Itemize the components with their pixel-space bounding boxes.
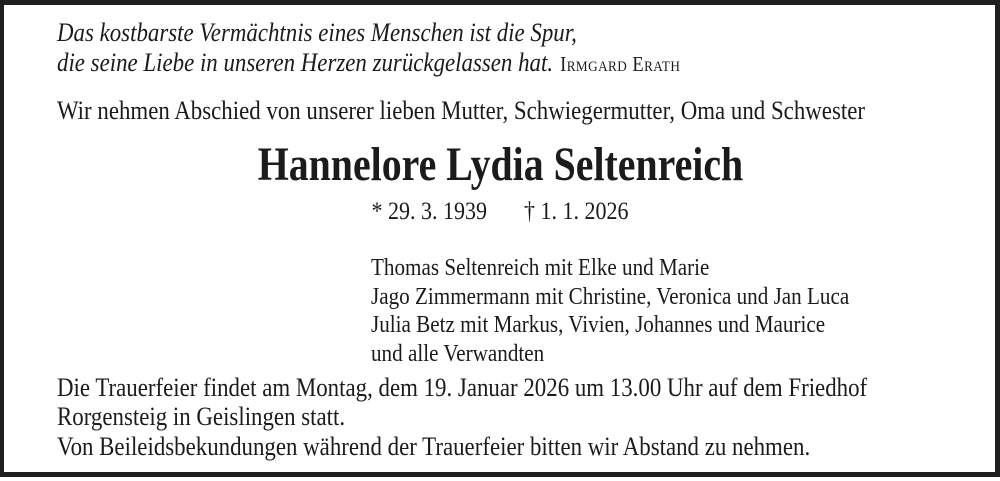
mourner-line: Thomas Seltenreich mit Elke und Marie	[371, 255, 710, 281]
mourners-list	[371, 254, 914, 368]
condolence-note: Von Beileidsbekundungen während der Trauerfeier bitten wir Abstand zu nehmen.	[57, 432, 811, 461]
mourner-line: und alle Verwandten	[371, 340, 545, 367]
mourner-line: Julia Betz mit Markus, Vivien, Johannes und Maurice	[371, 312, 826, 338]
service-details-line-2: Rorgensteig in Geislingen statt.	[57, 401, 346, 431]
memorial-quote	[57, 18, 765, 79]
deceased-name: Hannelore Lydia Seltenreich	[257, 138, 743, 191]
service-details-line-1: Die Trauerfeier findet am Montag, dem 19. Januar 2026 um 13.00 Uhr auf dem Friedhof	[57, 373, 868, 402]
life-dates	[0, 197, 1000, 227]
quote-attribution: Irmgard Erath	[560, 52, 681, 76]
memorial-quote-line-2: die seine Liebe in unseren Herzen zurückgelassen hat. Irmgard Erath	[57, 48, 681, 77]
mourner-line: Jago Zimmermann mit Christine, Veronica und Jan Luca	[371, 283, 850, 310]
birth-date: * 29. 3. 1939	[371, 198, 488, 225]
service-details	[57, 374, 978, 431]
memorial-quote-line-1: Das kostbarste Vermächtnis eines Menschen ist die Spur,	[57, 18, 577, 47]
death-date: † 1. 1. 2026	[523, 198, 629, 225]
farewell-intro: Wir nehmen Abschied von unserer lieben Mutter, Schwiegermutter, Oma und Schwester	[57, 96, 866, 125]
